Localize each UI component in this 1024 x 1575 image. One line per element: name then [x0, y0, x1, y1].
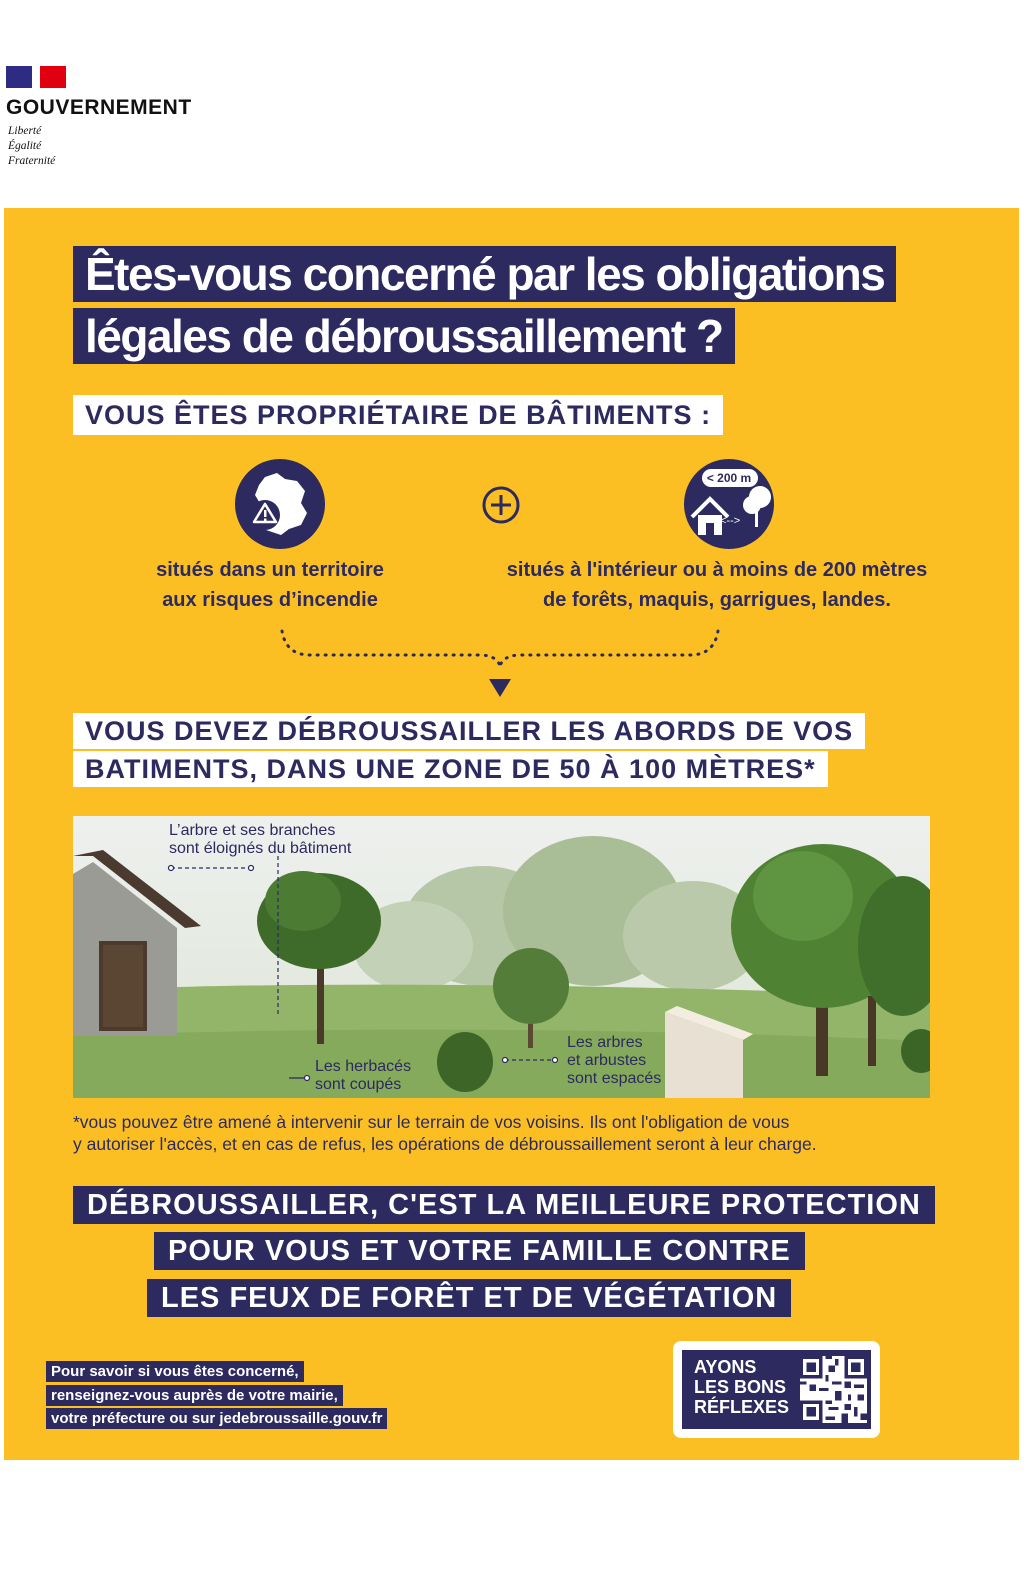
government-label: GOUVERNEMENT — [6, 96, 192, 119]
distance-arrow: <--> — [720, 515, 741, 527]
label-shrubs-line-3: sont espacés — [567, 1070, 662, 1087]
france-warning-icon — [235, 459, 325, 549]
condition-right-line-2: de forêts, maquis, garrigues, landes. — [543, 589, 891, 611]
condition-right-line-1: situés à l'intérieur ou à moins de 200 mètres — [506, 559, 928, 581]
qr-code-icon[interactable] — [800, 1356, 867, 1423]
footnote-line-1: *vous pouvez être amené à intervenir sur le terrain de vos voisins. Ils ont l'obligation de vous — [73, 1112, 790, 1132]
title-line-2: légales de débroussaillement ? — [73, 308, 735, 364]
reflexes-line-1: AYONS — [694, 1357, 757, 1377]
defrosting-illustration — [73, 816, 930, 1098]
protection-line-2: POUR VOUS ET VOTRE FAMILLE CONTRE — [154, 1232, 805, 1270]
info-line-3[interactable]: votre préfecture ou sur jedebroussaille.gouv.fr — [46, 1408, 387, 1429]
info-line-1: Pour savoir si vous êtes concerné, — [46, 1361, 304, 1382]
label-herb-line-2: sont coupés — [315, 1076, 402, 1093]
republic-motto — [8, 124, 55, 169]
reflexes-line-2: LES BONS — [694, 1377, 787, 1397]
reflexes-text — [694, 1357, 789, 1417]
label-tree-line-1: L’arbre et ses branches — [169, 822, 336, 839]
protection-line-3: LES FEUX DE FORÊT ET DE VÉGÉTATION — [147, 1279, 791, 1317]
obligation-line-2: BATIMENTS, DANS UNE ZONE DE 50 À 100 MÈTRES* — [73, 751, 828, 787]
label-shrubs-line-1: Les arbres — [567, 1034, 643, 1051]
reflexes-badge[interactable] — [673, 1341, 880, 1438]
motto-egalite: Égalité — [8, 140, 42, 152]
condition-left-text — [120, 555, 420, 615]
reflexes-badge-panel — [682, 1350, 871, 1429]
label-shrubs-spaced — [567, 1034, 661, 1088]
label-tree-distance — [169, 822, 351, 858]
label-herb-cut — [315, 1058, 411, 1094]
condition-left-line-1: situés dans un territoire — [156, 559, 384, 581]
footnote-line-2: y autoriser l'accès, et en cas de refus, les opérations de débroussaillement seront à leur charge. — [73, 1134, 817, 1154]
motto-liberte: Liberté — [8, 125, 42, 137]
motto-fraternite: Fraternité — [8, 155, 56, 167]
protection-line-1: DÉBROUSSAILLER, C'EST LA MEILLEURE PROTECTION — [73, 1186, 935, 1224]
info-line-2: renseignez-vous auprès de votre mairie, — [46, 1385, 343, 1406]
house-distance-icon — [684, 459, 774, 549]
label-herb-line-1: Les herbacés — [315, 1058, 412, 1075]
reflexes-line-3: RÉFLEXES — [694, 1397, 790, 1417]
owner-subtitle: VOUS ÊTES PROPRIÉTAIRE DE BÂTIMENTS : — [73, 395, 723, 435]
label-shrubs-line-2: et arbustes — [567, 1052, 647, 1069]
title-line-1: Êtes-vous concerné par les obligations — [73, 246, 896, 302]
condition-right-text — [470, 555, 964, 615]
marianne-flag-icon — [6, 66, 66, 88]
obligation-line-1: VOUS DEVEZ DÉBROUSSAILLER LES ABORDS DE VOS — [73, 713, 865, 749]
distance-badge: < 200 m — [706, 471, 752, 485]
label-tree-line-2: sont éloignés du bâtiment — [169, 840, 352, 857]
dotted-connector — [270, 625, 740, 705]
footnote — [73, 1111, 817, 1155]
plus-circle-icon — [481, 485, 521, 525]
condition-left-line-2: aux risques d’incendie — [162, 589, 378, 611]
